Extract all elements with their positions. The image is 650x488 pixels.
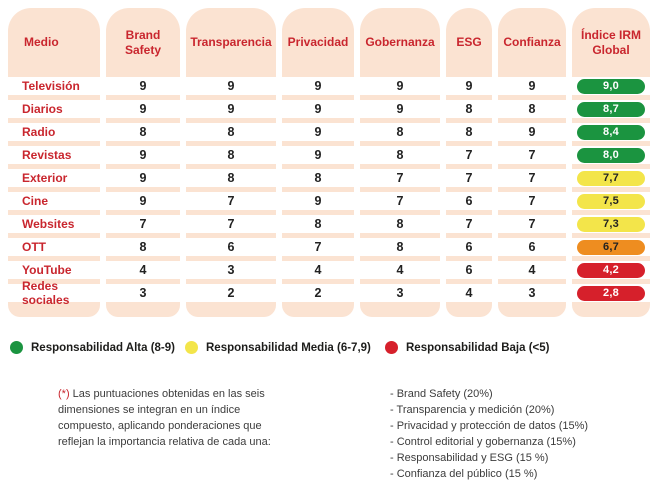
score-cell: 7 xyxy=(446,169,492,187)
column-header-privacidad: Privacidad xyxy=(287,35,349,50)
weight-item: - Privacidad y protección de datos (15%) xyxy=(390,419,589,432)
column-transparencia xyxy=(186,8,276,317)
score-cell: 8 xyxy=(282,169,354,187)
row-label: Exterior xyxy=(8,169,100,187)
weight-item: - Confianza del público (15 %) xyxy=(390,467,538,480)
score-cell: 9 xyxy=(282,100,354,118)
irm-badge: 7,3 xyxy=(577,217,645,232)
column-brand-safety xyxy=(106,8,180,317)
legend-item xyxy=(185,341,371,354)
score-cell: 7 xyxy=(446,215,492,233)
score-cell: 8 xyxy=(446,123,492,141)
irm-badge: 6,7 xyxy=(577,240,645,255)
row-label: Websites xyxy=(8,215,100,233)
index-cell xyxy=(572,146,650,164)
footnote-body: Las puntuaciones obtenidas en las seis dimensiones se integran en un índice compuesto, aplicando ponderaciones que reflejan la importancia relativa de cada una: xyxy=(58,388,271,448)
legend xyxy=(0,341,650,357)
column-confianza xyxy=(498,8,566,317)
score-cell: 9 xyxy=(446,77,492,95)
column-privacidad xyxy=(282,8,354,317)
score-cell: 7 xyxy=(106,215,180,233)
column-header-medio: Medio xyxy=(24,35,59,50)
irm-table xyxy=(0,8,650,317)
irm-badge: 7,5 xyxy=(577,194,645,209)
score-cell: 9 xyxy=(498,123,566,141)
row-label: Revistas xyxy=(8,146,100,164)
score-cell: 9 xyxy=(282,192,354,210)
score-cell: 4 xyxy=(446,284,492,302)
column-header-confianza: Confianza xyxy=(503,35,561,50)
score-cell: 8 xyxy=(360,238,440,256)
legend-item xyxy=(10,341,175,354)
score-cell: 8 xyxy=(106,123,180,141)
index-cell xyxy=(572,284,650,302)
score-cell: 7 xyxy=(498,192,566,210)
score-cell: 6 xyxy=(446,238,492,256)
score-cell: 9 xyxy=(106,169,180,187)
index-cell xyxy=(572,261,650,279)
score-cell: 7 xyxy=(186,192,276,210)
score-cell: 9 xyxy=(106,146,180,164)
irm-badge: 8,7 xyxy=(577,102,645,117)
score-cell: 7 xyxy=(498,146,566,164)
column-esg xyxy=(446,8,492,317)
column-header-gobernanza: Gobernanza xyxy=(365,35,435,50)
score-cell: 9 xyxy=(186,77,276,95)
legend-label: Responsabilidad Alta (8-9) xyxy=(31,341,175,354)
score-cell: 8 xyxy=(186,146,276,164)
score-cell: 4 xyxy=(282,261,354,279)
row-label: Cine xyxy=(8,192,100,210)
index-cell xyxy=(572,169,650,187)
score-cell: 9 xyxy=(186,100,276,118)
index-cell xyxy=(572,215,650,233)
score-cell: 8 xyxy=(106,238,180,256)
score-cell: 3 xyxy=(106,284,180,302)
weight-item: - Brand Safety (20%) xyxy=(390,388,493,400)
legend-label: Responsabilidad Media (6-7,9) xyxy=(206,341,371,354)
irm-badge: 9,0 xyxy=(577,79,645,94)
index-cell xyxy=(572,77,650,95)
score-cell: 8 xyxy=(186,169,276,187)
weight-item: - Control editorial y gobernanza (15%) xyxy=(390,435,576,448)
score-cell: 9 xyxy=(106,77,180,95)
score-cell: 8 xyxy=(498,100,566,118)
column-gobernanza xyxy=(360,8,440,317)
score-cell: 9 xyxy=(282,77,354,95)
score-cell: 4 xyxy=(106,261,180,279)
score-cell: 8 xyxy=(446,100,492,118)
score-cell: 3 xyxy=(186,261,276,279)
score-cell: 3 xyxy=(498,284,566,302)
column-header-indice-irm-global: Índice IRM Global xyxy=(580,28,641,57)
row-label: Radio xyxy=(8,123,100,141)
score-cell: 2 xyxy=(186,284,276,302)
score-cell: 6 xyxy=(498,238,566,256)
score-cell: 9 xyxy=(282,123,354,141)
score-cell: 7 xyxy=(360,169,440,187)
score-cell: 6 xyxy=(186,238,276,256)
score-cell: 3 xyxy=(360,284,440,302)
legend-dot-yellow xyxy=(185,341,198,354)
score-cell: 7 xyxy=(446,146,492,164)
score-cell: 7 xyxy=(498,215,566,233)
legend-dot-green xyxy=(10,341,23,354)
score-cell: 4 xyxy=(360,261,440,279)
row-label: OTT xyxy=(8,238,100,256)
row-label: Redes sociales xyxy=(8,284,100,302)
score-cell: 7 xyxy=(360,192,440,210)
score-cell: 6 xyxy=(446,261,492,279)
weights-list xyxy=(390,387,588,483)
column-header-transparencia: Transparencia xyxy=(190,35,272,50)
footnote-marker: (*) xyxy=(58,388,70,400)
irm-badge: 7,7 xyxy=(577,171,645,186)
weight-item: - Transparencia y medición (20%) xyxy=(390,403,555,416)
score-cell: 7 xyxy=(282,238,354,256)
irm-badge: 2,8 xyxy=(577,286,645,301)
score-cell: 9 xyxy=(498,77,566,95)
row-label: Diarios xyxy=(8,100,100,118)
index-cell xyxy=(572,192,650,210)
footnote xyxy=(0,387,650,483)
index-cell xyxy=(572,100,650,118)
footnote-text xyxy=(58,387,286,483)
score-cell: 8 xyxy=(282,215,354,233)
score-cell: 8 xyxy=(360,146,440,164)
legend-dot-red xyxy=(385,341,398,354)
irm-badge: 4,2 xyxy=(577,263,645,278)
column-header-brand-safety: Brand Safety xyxy=(124,28,162,57)
index-cell xyxy=(572,238,650,256)
score-cell: 9 xyxy=(360,77,440,95)
legend-item xyxy=(385,341,549,354)
index-cell xyxy=(572,123,650,141)
score-cell: 8 xyxy=(360,123,440,141)
score-cell: 9 xyxy=(360,100,440,118)
irm-badge: 8,4 xyxy=(577,125,645,140)
score-cell: 9 xyxy=(282,146,354,164)
row-label: YouTube xyxy=(8,261,100,279)
score-cell: 8 xyxy=(360,215,440,233)
score-cell: 4 xyxy=(498,261,566,279)
score-cell: 9 xyxy=(106,192,180,210)
legend-label: Responsabilidad Baja (<5) xyxy=(406,341,550,354)
score-cell: 6 xyxy=(446,192,492,210)
column-medio xyxy=(8,8,100,317)
score-cell: 7 xyxy=(498,169,566,187)
weight-item: - Responsabilidad y ESG (15 %) xyxy=(390,451,549,464)
score-cell: 7 xyxy=(186,215,276,233)
column-header-esg: ESG xyxy=(456,35,482,50)
score-cell: 2 xyxy=(282,284,354,302)
score-cell: 8 xyxy=(186,123,276,141)
irm-badge: 8,0 xyxy=(577,148,645,163)
column-indice-irm-global xyxy=(572,8,650,317)
score-cell: 9 xyxy=(106,100,180,118)
row-label: Televisión xyxy=(8,77,100,95)
